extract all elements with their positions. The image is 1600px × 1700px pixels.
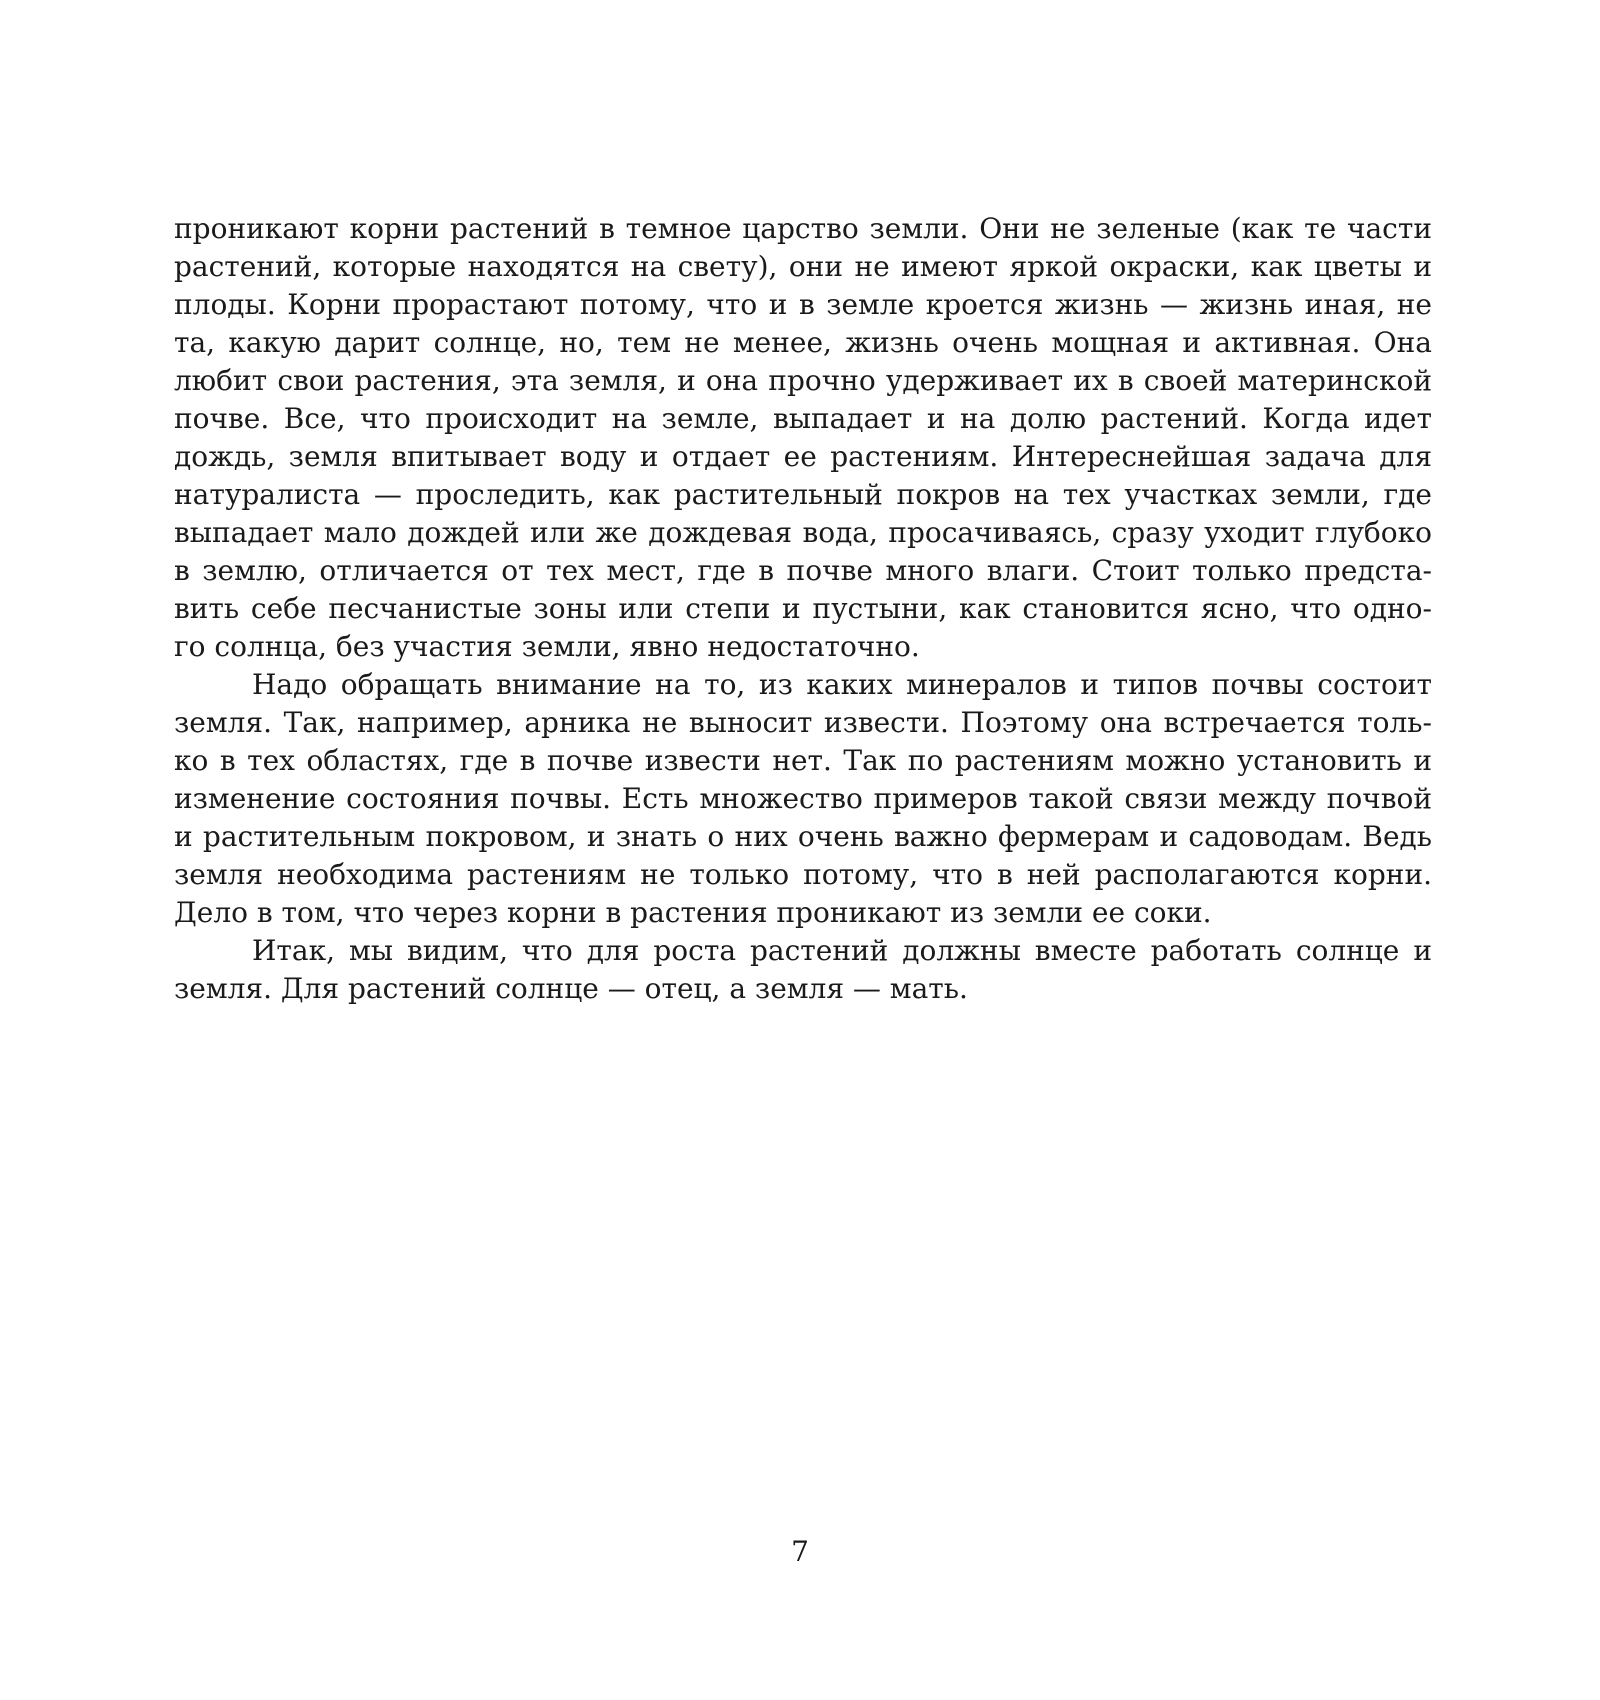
text-line: ко в тех областях, где в почве извести нет. Так по растениям можно установить и	[174, 744, 1432, 777]
text-line: земля. Так, например, арника не выносит извести. Поэтому она встречается толь-	[174, 706, 1432, 739]
body-text	[174, 210, 1432, 1008]
paragraph-1	[174, 210, 1432, 666]
text-line: почве. Все, что происходит на земле, выпадает и на долю растений. Когда идет	[174, 402, 1432, 435]
paragraph-2	[174, 666, 1432, 932]
text-line: любит свои растения, эта земля, и она прочно удерживает их в своей материнской	[174, 364, 1432, 397]
text-line: выпадает мало дождей или же дождевая вода, просачиваясь, сразу уходит глубоко	[174, 516, 1432, 549]
text-line: Надо обращать внимание на то, из каких минералов и типов почвы состоит	[252, 668, 1432, 701]
text-line: изменение состояния почвы. Есть множество примеров такой связи между почвой	[174, 782, 1432, 815]
text-line: Итак, мы видим, что для роста растений должны вместе работать солнце и	[252, 934, 1432, 967]
text-line: проникают корни растений в темное царство земли. Они не зеленые (как те части	[174, 212, 1432, 245]
text-line: та, какую дарит солнце, но, тем не менее, жизнь очень мощная и активная. Она	[174, 326, 1432, 359]
text-line: земля необходима растениям не только потому, что в ней располагаются корни.	[174, 858, 1432, 891]
text-line: вить себе песчанистые зоны или степи и пустыни, как становится ясно, что одно-	[174, 592, 1432, 625]
text-line: растений, которые находятся на свету), они не имеют яркой окраски, как цветы и	[174, 250, 1432, 283]
text-line: земля. Для растений солнце — отец, а земля — мать.	[174, 972, 968, 1005]
text-line: в землю, отличается от тех мест, где в почве много влаги. Стоит только предста-	[174, 554, 1432, 587]
text-line: плоды. Корни прорастают потому, что и в земле кроется жизнь — жизнь иная, не	[174, 288, 1432, 321]
text-line: Дело в том, что через корни в растения проникают из земли ее соки.	[174, 896, 1212, 929]
text-line: и растительным покровом, и знать о них очень важно фермерам и садоводам. Ведь	[174, 820, 1432, 853]
paragraph-3	[174, 932, 1432, 1008]
page-number: 7	[791, 1535, 809, 1568]
text-line: дождь, земля впитывает воду и отдает ее растениям. Интереснейшая задача для	[174, 440, 1432, 473]
text-line: го солнца, без участия земли, явно недостаточно.	[174, 630, 920, 663]
text-line: натуралиста — проследить, как растительный покров на тех участках земли, где	[174, 478, 1432, 511]
